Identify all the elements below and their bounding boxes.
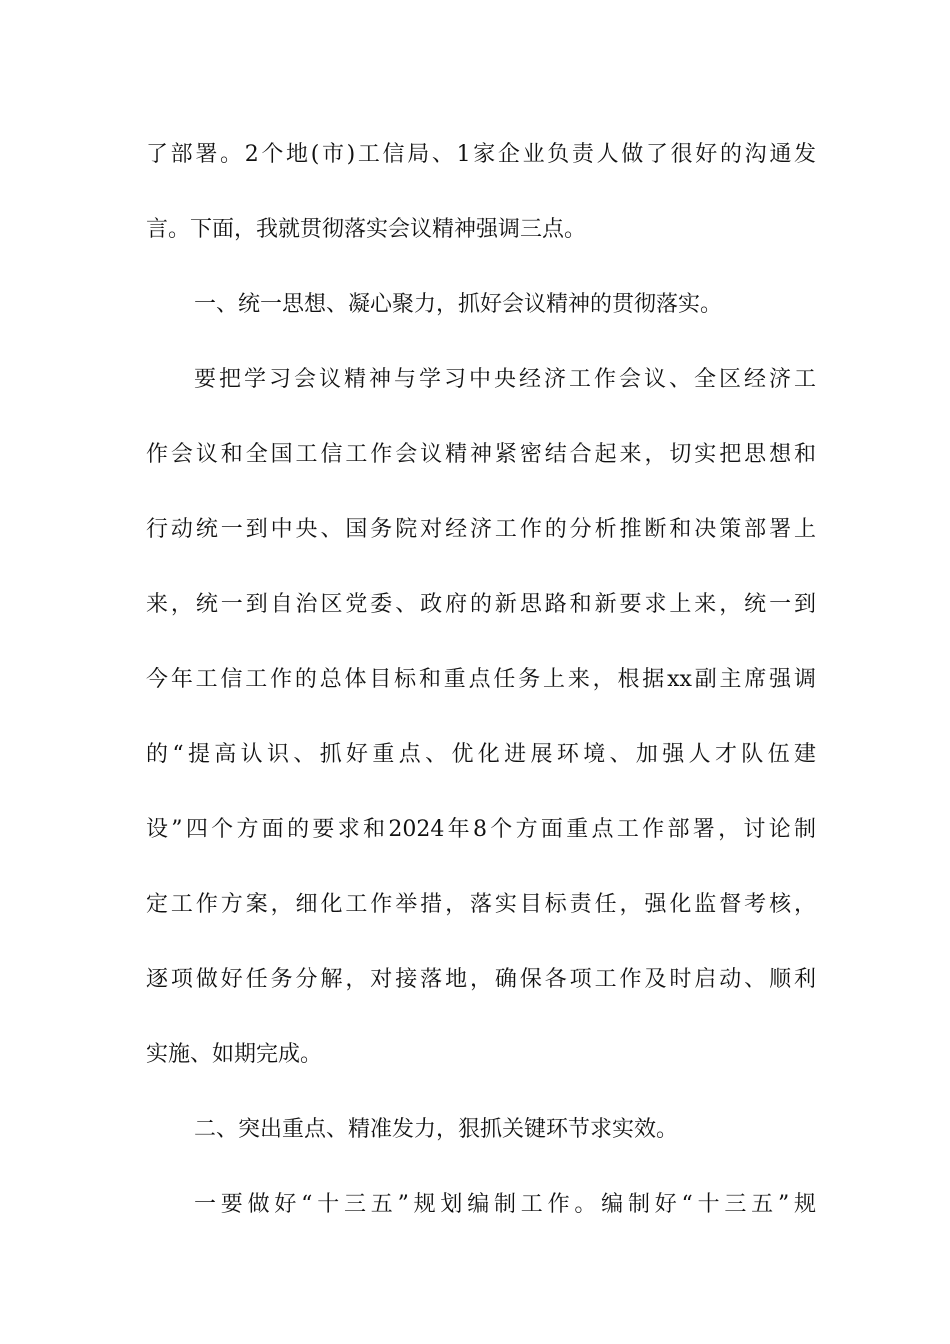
section-heading: 一、统一思想、凝心聚力，抓好会议精神的贯彻落实。 (194, 292, 723, 317)
text-line: 定工作方案，细化工作举措，落实目标责任，强化监督考核， (146, 892, 816, 917)
text-line: 了部署。2个地(市)工信局、1家企业负责人做了很好的沟通发 (146, 142, 816, 167)
text-line: 设”四个方面的要求和2024年8个方面重点工作部署，讨论制 (146, 817, 816, 842)
text-line: 的“提高认识、抓好重点、优化进展环境、加强人才队伍建 (146, 742, 816, 767)
text-line: 行动统一到中央、国务院对经济工作的分析推断和决策部署上 (146, 517, 816, 542)
text-line: 逐项做好任务分解，对接落地，确保各项工作及时启动、顺利 (146, 967, 816, 992)
text-line: 今年工信工作的总体目标和重点任务上来，根据xx副主席强调 (146, 667, 816, 692)
text-line: 实施、如期完成。 (146, 1042, 323, 1067)
text-line: 来，统一到自治区党委、政府的新思路和新要求上来，统一到 (146, 592, 816, 617)
text-line: 作会议和全国工信工作会议精神紧密结合起来，切实把思想和 (146, 442, 816, 467)
section-heading: 二、突出重点、精准发力，狠抓关键环节求实效。 (194, 1117, 679, 1142)
text-line: 一要做好“十三五”规划编制工作。编制好“十三五”规 (194, 1192, 816, 1217)
text-line: 言。下面，我就贯彻落实会议精神强调三点。 (146, 217, 587, 242)
text-line: 要把学习会议精神与学习中央经济工作会议、全区经济工 (194, 367, 816, 392)
